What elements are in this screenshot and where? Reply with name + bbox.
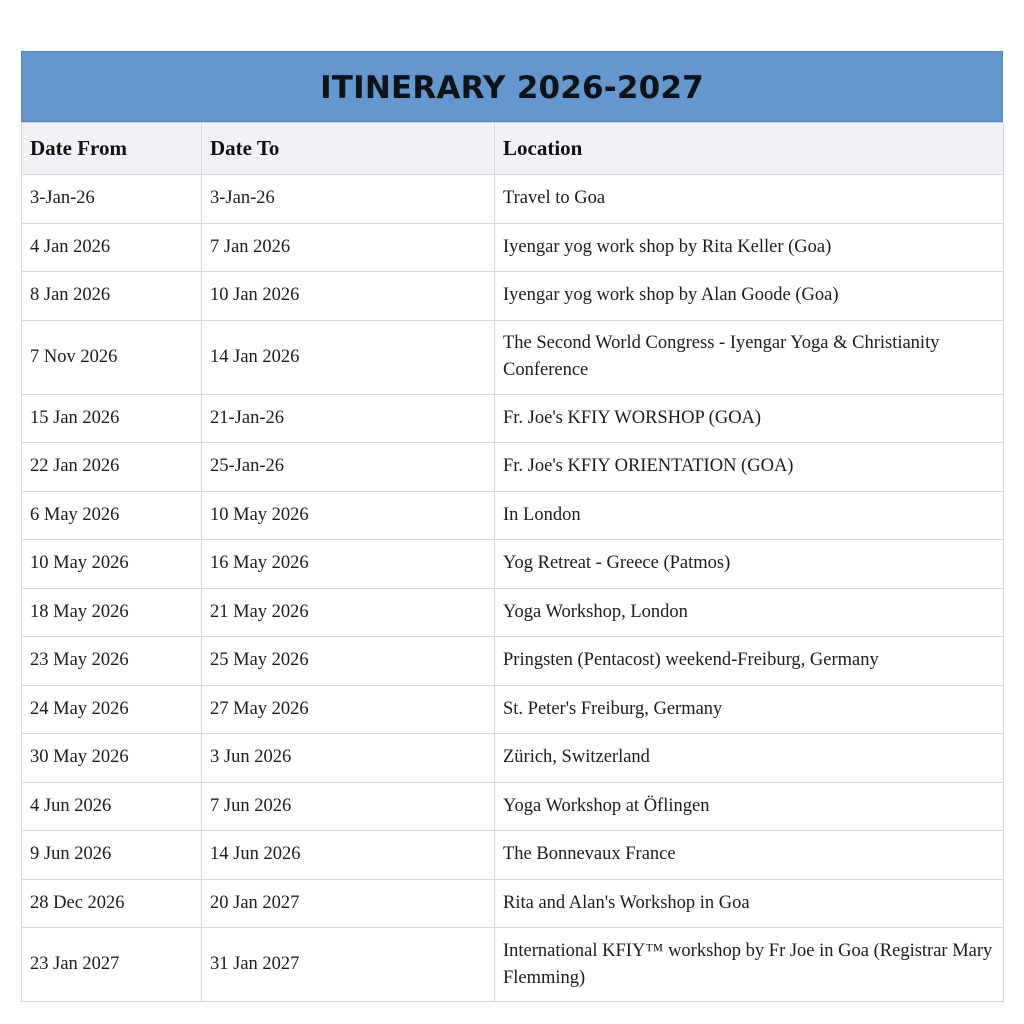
date-to-cell: 10 May 2026 [202, 491, 495, 540]
itinerary-sheet [21, 51, 1003, 1002]
date-to-cell: 3 Jun 2026 [202, 734, 495, 783]
table-row [22, 637, 1004, 686]
table-row [22, 734, 1004, 783]
location-cell: St. Peter's Freiburg, Germany [495, 685, 1004, 734]
table-row [22, 782, 1004, 831]
date-to-cell: 25 May 2026 [202, 637, 495, 686]
date-from-cell: 23 May 2026 [22, 637, 202, 686]
date-to-cell: 14 Jun 2026 [202, 831, 495, 880]
table-row [22, 272, 1004, 321]
header-row [22, 123, 1004, 175]
date-from-cell: 18 May 2026 [22, 588, 202, 637]
location-cell: The Second World Congress - Iyengar Yoga & Christianity Conference [495, 320, 1004, 394]
date-from-cell: 8 Jan 2026 [22, 272, 202, 321]
table-row [22, 588, 1004, 637]
table-row [22, 443, 1004, 492]
date-from-cell: 7 Nov 2026 [22, 320, 202, 394]
page-title: ITINERARY 2026-2027 [320, 69, 704, 106]
date-from-cell: 9 Jun 2026 [22, 831, 202, 880]
date-to-cell: 25-Jan-26 [202, 443, 495, 492]
location-cell: Fr. Joe's KFIY WORSHOP (GOA) [495, 394, 1004, 443]
date-to-cell: 3-Jan-26 [202, 175, 495, 224]
location-cell: In London [495, 491, 1004, 540]
header-date-from: Date From [22, 123, 202, 175]
table-row [22, 320, 1004, 394]
table-row [22, 223, 1004, 272]
table-row [22, 540, 1004, 589]
table-row [22, 879, 1004, 928]
date-to-cell: 7 Jun 2026 [202, 782, 495, 831]
location-cell: Iyengar yog work shop by Rita Keller (Goa) [495, 223, 1004, 272]
location-cell: Iyengar yog work shop by Alan Goode (Goa) [495, 272, 1004, 321]
date-from-cell: 24 May 2026 [22, 685, 202, 734]
location-cell: Fr. Joe's KFIY ORIENTATION (GOA) [495, 443, 1004, 492]
date-from-cell: 4 Jun 2026 [22, 782, 202, 831]
header-date-to: Date To [202, 123, 495, 175]
date-to-cell: 31 Jan 2027 [202, 928, 495, 1002]
date-from-cell: 30 May 2026 [22, 734, 202, 783]
table-row [22, 491, 1004, 540]
date-from-cell: 28 Dec 2026 [22, 879, 202, 928]
date-to-cell: 10 Jan 2026 [202, 272, 495, 321]
header-location: Location [495, 123, 1004, 175]
date-to-cell: 21-Jan-26 [202, 394, 495, 443]
table-row [22, 394, 1004, 443]
date-to-cell: 27 May 2026 [202, 685, 495, 734]
date-to-cell: 16 May 2026 [202, 540, 495, 589]
location-cell: The Bonnevaux France [495, 831, 1004, 880]
date-from-cell: 22 Jan 2026 [22, 443, 202, 492]
date-to-cell: 21 May 2026 [202, 588, 495, 637]
date-to-cell: 14 Jan 2026 [202, 320, 495, 394]
date-from-cell: 6 May 2026 [22, 491, 202, 540]
itinerary-table [21, 122, 1004, 1002]
location-cell: Rita and Alan's Workshop in Goa [495, 879, 1004, 928]
location-cell: Travel to Goa [495, 175, 1004, 224]
location-cell: Yoga Workshop, London [495, 588, 1004, 637]
title-banner [21, 51, 1003, 122]
table-row [22, 175, 1004, 224]
date-to-cell: 7 Jan 2026 [202, 223, 495, 272]
location-cell: International KFIY™ workshop by Fr Joe in Goa (Registrar Mary Flemming) [495, 928, 1004, 1002]
table-row [22, 685, 1004, 734]
date-from-cell: 3-Jan-26 [22, 175, 202, 224]
table-row [22, 831, 1004, 880]
location-cell: Zürich, Switzerland [495, 734, 1004, 783]
location-cell: Yog Retreat - Greece (Patmos) [495, 540, 1004, 589]
location-cell: Pringsten (Pentacost) weekend-Freiburg, Germany [495, 637, 1004, 686]
table-row [22, 928, 1004, 1002]
date-from-cell: 15 Jan 2026 [22, 394, 202, 443]
date-from-cell: 4 Jan 2026 [22, 223, 202, 272]
date-from-cell: 23 Jan 2027 [22, 928, 202, 1002]
date-to-cell: 20 Jan 2027 [202, 879, 495, 928]
date-from-cell: 10 May 2026 [22, 540, 202, 589]
location-cell: Yoga Workshop at Öflingen [495, 782, 1004, 831]
